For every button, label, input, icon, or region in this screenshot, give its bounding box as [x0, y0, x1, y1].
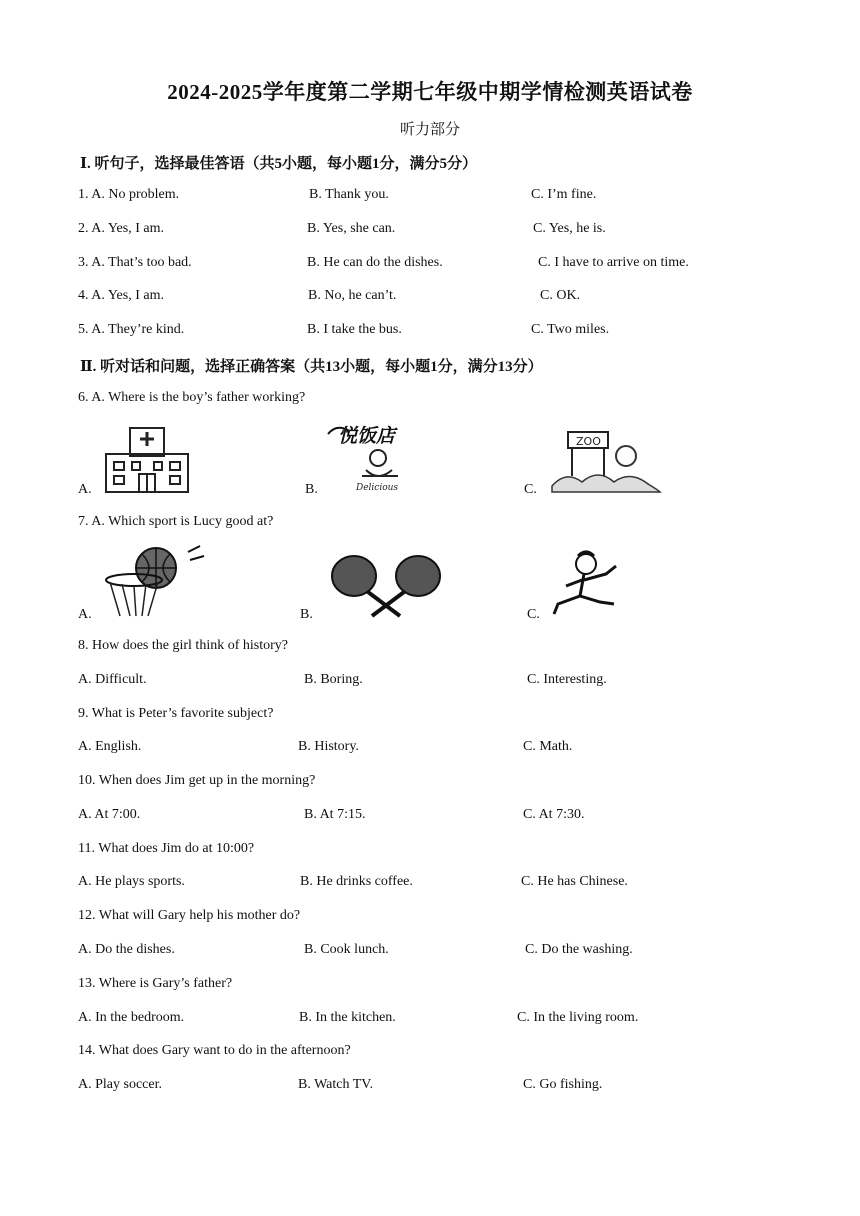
q10-option-a: A. At 7:00.	[78, 807, 141, 822]
q9-question: 9. What is Peter’s favorite subject?	[78, 706, 274, 721]
q2-option-c: C. Yes, he is.	[533, 221, 606, 236]
q5-option-b: B. I take the bus.	[307, 322, 402, 337]
q8-question: 8. How does the girl think of history?	[78, 638, 288, 653]
q7-option-a-label: A.	[78, 607, 92, 622]
q3-option-b: B. He can do the dishes.	[307, 255, 443, 270]
q11-option-c: C. He has Chinese.	[521, 874, 628, 889]
q8-option-b: B. Boring.	[304, 672, 363, 687]
q10-question: 10. When does Jim get up in the morning?	[78, 773, 316, 788]
q9-option-c: C. Math.	[523, 739, 573, 754]
q2-option-a: 2. A. Yes, I am.	[78, 221, 164, 236]
basketball-icon	[100, 544, 212, 620]
hospital-icon	[102, 424, 192, 494]
q8-option-a: A. Difficult.	[78, 672, 147, 687]
q7-option-c-label: C.	[527, 607, 540, 622]
q11-option-b: B. He drinks coffee.	[300, 874, 413, 889]
q3-option-a: 3. A. That’s too bad.	[78, 255, 192, 270]
q14-option-c: C. Go fishing.	[523, 1077, 603, 1092]
q6-option-c-label: C.	[524, 482, 537, 497]
q1-option-a: 1. A. No problem.	[78, 187, 180, 202]
q13-option-c: C. In the living room.	[517, 1010, 639, 1025]
q9-option-b: B. History.	[298, 739, 359, 754]
exam-title: 2024-2025学年度第二学期七年级中期学情检测英语试卷	[167, 80, 693, 104]
restaurant-sign-text: 悦饭店	[338, 425, 396, 447]
q13-question: 13. Where is Gary’s father?	[78, 976, 233, 991]
q13-option-b: B. In the kitchen.	[299, 1010, 396, 1025]
q12-option-c: C. Do the washing.	[525, 942, 633, 957]
zoo-sign-text: ZOO	[576, 435, 601, 448]
running-girl-icon	[550, 550, 632, 620]
q13-option-a: A. In the bedroom.	[78, 1010, 185, 1025]
q1-option-b: B. Thank you.	[309, 187, 389, 202]
q12-question: 12. What will Gary help his mother do?	[78, 908, 301, 923]
q10-option-b: B. At 7:15.	[304, 807, 366, 822]
q8-option-c: C. Interesting.	[527, 672, 607, 687]
zoo-icon	[548, 426, 664, 496]
section-2-heading: Ⅱ. 听对话和问题，选择正确答案（共13小题，每小题1分，满分13分）	[80, 359, 543, 375]
q6-option-a-label: A.	[78, 482, 92, 497]
q14-option-b: B. Watch TV.	[298, 1077, 374, 1092]
q6-option-b-label: B.	[305, 482, 318, 497]
section-subtitle: 听力部分	[399, 122, 460, 138]
restaurant-icon	[326, 420, 444, 494]
q5-option-a: 5. A. They’re kind.	[78, 322, 185, 337]
q14-option-a: A. Play soccer.	[78, 1077, 162, 1092]
q11-question: 11. What does Jim do at 10:00?	[78, 841, 255, 856]
q7-question: 7. A. Which sport is Lucy good at?	[78, 514, 274, 529]
q4-option-c: C. OK.	[540, 288, 581, 303]
q6-question: 6. A. Where is the boy’s father working?	[78, 390, 306, 405]
q4-option-b: B. No, he can’t.	[308, 288, 397, 303]
q12-option-b: B. Cook lunch.	[304, 942, 389, 957]
svg-text:Delicious: Delicious	[356, 483, 399, 493]
q14-question: 14. What does Gary want to do in the afternoon?	[78, 1043, 351, 1058]
q3-option-c: C. I have to arrive on time.	[538, 255, 689, 270]
q5-option-c: C. Two miles.	[531, 322, 610, 337]
q10-option-c: C. At 7:30.	[523, 807, 585, 822]
q2-option-b: B. Yes, she can.	[307, 221, 396, 236]
q11-option-a: A. He plays sports.	[78, 874, 185, 889]
q7-option-b-label: B.	[300, 607, 313, 622]
q9-option-a: A. English.	[78, 739, 142, 754]
q1-option-c: C. I’m fine.	[531, 187, 597, 202]
q4-option-a: 4. A. Yes, I am.	[78, 288, 164, 303]
section-1-heading: Ⅰ. 听句子，选择最佳答语（共5小题，每小题1分，满分5分）	[80, 156, 478, 172]
badminton-rackets-icon	[326, 552, 448, 618]
q12-option-a: A. Do the dishes.	[78, 942, 175, 957]
